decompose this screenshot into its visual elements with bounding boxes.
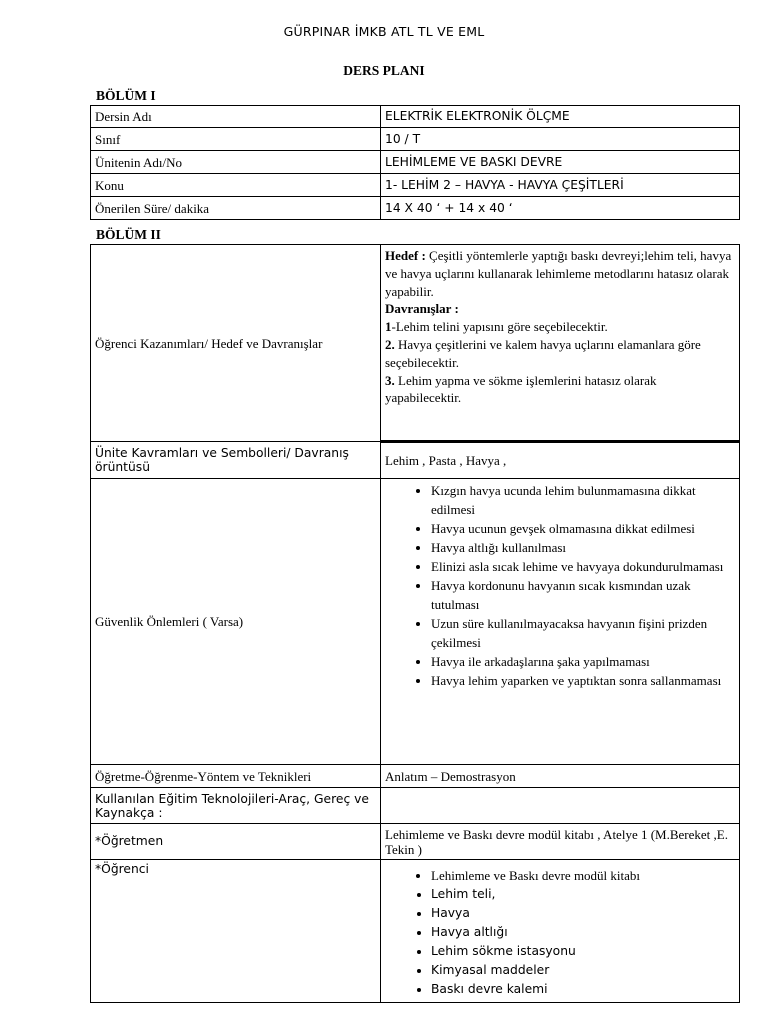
value-ogrenci [381,860,740,1003]
material-item: • Baskı devre kalemi [431,980,735,999]
davranis-item-2: 2. Havya çeşitlerini ve kalem havya uçlarını elamanlara göre seçebilecektir. [385,336,701,370]
label-ogrenci: *Öğrenci [91,860,381,1003]
hedef-paragraph [385,247,735,300]
label-yontem: Öğretme-Öğrenme-Yöntem ve Teknikleri [91,765,381,788]
row-ders-adi [91,106,740,128]
value-ogretmen: Lehimleme ve Baskı devre modül kitabı , Atelye 1 (M.Bereket ,E. Tekin ) [381,824,740,860]
label-konu: Konu [91,174,381,197]
label-sinif: Sınıf [91,128,381,151]
value-kavram: Lehim , Pasta , Havya , [381,442,740,479]
label-sure: Önerilen Süre/ dakika [91,197,381,220]
label-ders-adi: Dersin Adı [91,106,381,128]
label-unite: Ünitenin Adı/No [91,151,381,174]
davranis-item-3: 3. Lehim yapma ve sökme işlemlerini hatasız olarak yapabilecektir. [385,372,657,406]
label-guvenlik: Güvenlik Önlemleri ( Varsa) [91,479,381,765]
section-1-table [90,105,740,220]
section-2-label: BÖLÜM II [96,227,161,242]
row-unite [91,151,740,174]
value-kazanim [381,245,740,442]
value-sure: 14 X 40 ‘ + 14 x 40 ‘ [381,197,740,220]
value-unite: LEHİMLEME VE BASKI DEVRE [381,151,740,174]
safety-item: • Havya ucunun gevşek olmamasına dikkat edilmesi [431,519,735,538]
material-item: • Lehim teli, [431,885,735,904]
safety-item: • Havya altlığı kullanılması [431,538,735,557]
hedef-text: Çeşitli yöntemlerle yaptığı baskı devreyi;lehim teli, havya ve havya uçlarını kullanarak lehimleme metodlarını hatasız olarak yapabilir. [385,248,732,299]
section-2-table [90,244,740,1003]
label-kavram: Ünite Kavramları ve Sembolleri/ Davranış örüntüsü [91,442,381,479]
row-konu [91,174,740,197]
value-sinif: 10 / T [381,128,740,151]
safety-item: • Havya lehim yaparken ve yaptıktan sonra sallanmaması [431,671,735,690]
row-yontem [91,765,740,788]
school-name: GÜRPINAR İMKB ATL TL VE EML [283,24,485,39]
safety-item: • Elinizi asla sıcak lehime ve havyaya dokundurulmaması [431,557,735,576]
label-teknoloji: Kullanılan Eğitim Teknolojileri-Araç, Gereç ve Kaynakça : [91,788,381,824]
value-yontem: Anlatım – Demostrasyon [381,765,740,788]
safety-item: • Uzun süre kullanılmayacaksa havyanın fişini prizden çekilmesi [431,614,735,652]
value-ders-adi: ELEKTRİK ELEKTRONİK ÖLÇME [381,106,740,128]
davranis-item-1: 1-Lehim telini yapısını göre seçebilecektir. [385,319,608,335]
value-teknoloji [381,788,740,824]
material-item: • Lehimleme ve Baskı devre modül kitabı [431,866,735,885]
section-1-label: BÖLÜM I [96,88,156,103]
safety-item: • Kızgın havya ucunda lehim bulunmamasına dikkat edilmesi [431,481,735,519]
row-ogretmen [91,824,740,860]
row-ogrenci [91,860,740,1003]
material-item: • Kimyasal maddeler [431,961,735,980]
material-item: • Havya altlığı [431,923,735,942]
safety-item: • Havya kordonunu havyanın sıcak kısmından uzak tutulması [431,576,735,614]
row-guvenlik [91,479,740,765]
hedef-label: Hedef : [385,248,426,263]
value-konu: 1- LEHİM 2 – HAVYA - HAVYA ÇEŞİTLERİ [381,174,740,197]
safety-list [385,481,735,690]
row-kavram [91,442,740,479]
material-item: • Havya [431,904,735,923]
row-teknoloji [91,788,740,824]
label-ogretmen: *Öğretmen [91,824,381,860]
label-kazanim: Öğrenci Kazanımları/ Hedef ve Davranışlar [91,245,381,442]
safety-item: • Havya ile arkadaşlarına şaka yapılmaması [431,652,735,671]
row-sure [91,197,740,220]
row-sinif [91,128,740,151]
material-item: • Lehim sökme istasyonu [431,942,735,961]
row-kazanim [91,245,740,442]
document-title: DERS PLANI [343,63,425,78]
value-guvenlik [381,479,740,765]
davranis-heading: Davranışlar : [385,301,459,317]
student-materials-list [385,866,735,999]
